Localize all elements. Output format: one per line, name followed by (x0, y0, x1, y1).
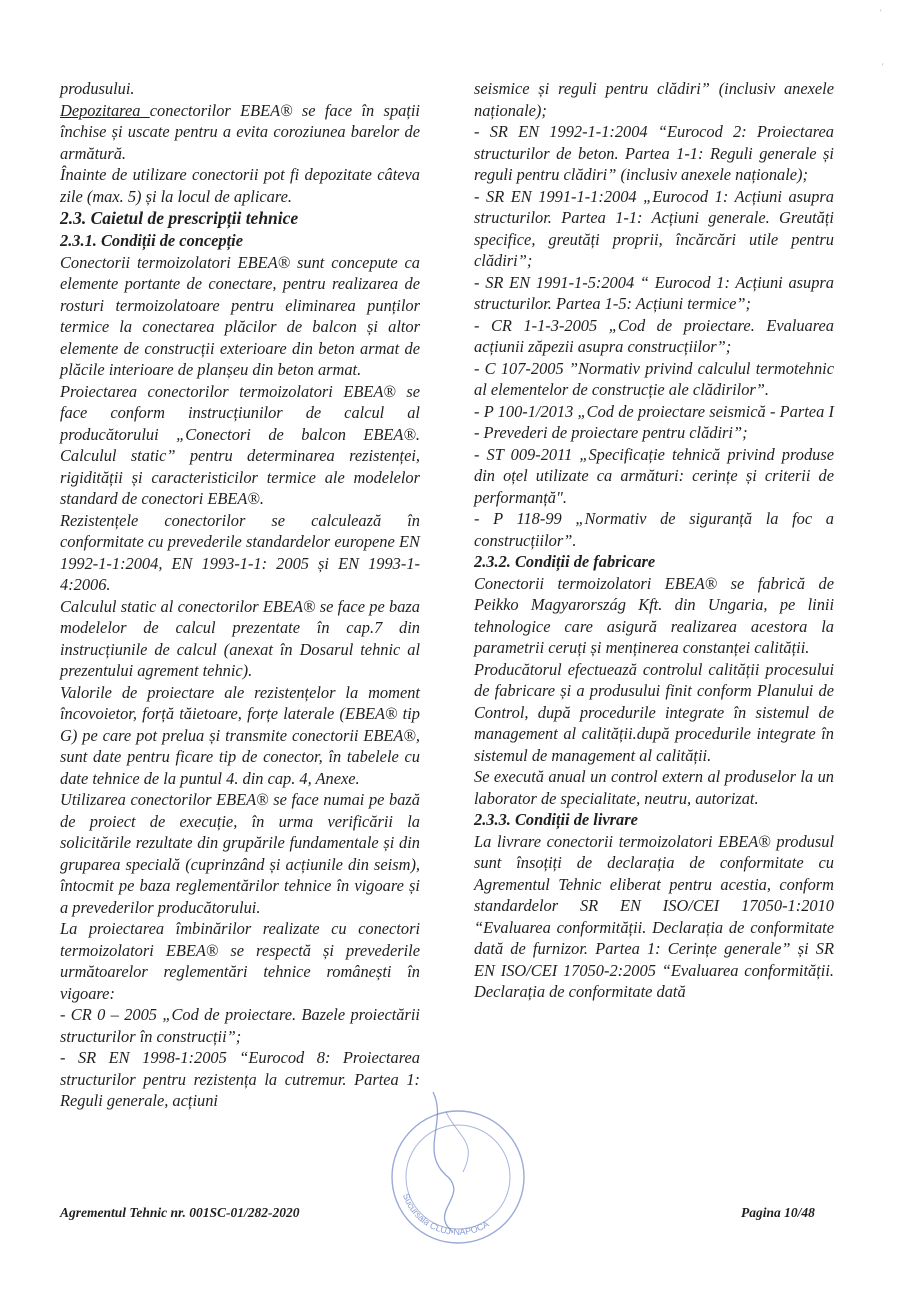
paragraph: Valorile de proiectare ale rezistențelor la moment încovoietor, forță tăietoare, forțe laterale (EBEA® tip G) pe care pot prelua și transmite conectorii EBEA®, sunt date pentru ficare tip de conector, în tabelele cu date tehnice de la puntul 4. din cap. 4, Anexe. (60, 682, 420, 788)
paragraph: Depozitarea conectorilor EBEA® se face în spații închise și uscate pentru a evita coroziunea barelor de armătură. (60, 100, 420, 163)
list-item: - SR EN 1991-1-1:2004 „Eurocod 1: Acțiuni asupra structurilor. Partea 1-1: Acțiuni generale. Greutăți specifice, greutăți proprii, încărcări utile pentru clădiri”; (474, 186, 834, 270)
official-stamp (388, 1082, 528, 1246)
underlined-word: Depozitarea (60, 100, 150, 120)
paragraph: Conectorii termoizolatori EBEA® se fabrică de Peikko Magyarország Kft. din Ungaria, pe linii tehnologice care asigură realizarea acestora la parametrii ceruți și menținerea constanței calității. (474, 573, 834, 657)
scan-mark: ′ (882, 62, 884, 71)
scan-mark: ′ (880, 8, 882, 17)
stamp-text: Sucursala CLUJ-NAPOCA (400, 1192, 491, 1238)
paragraph: Proiectarea conectorilor termoizolatori EBEA® se face conform instrucțiunilor de calcul al producătorului „Conectori de balcon EBEA®. Calculul static” pentru determinarea rezistenței, rigidității și caracteristicilor termice ale modelelor standard de conectori EBEA®. (60, 381, 420, 508)
paragraph: Înainte de utilizare conectorii pot fi depozitate câteva zile (max. 5) și la locul de aplicare. (60, 165, 420, 206)
list-item: seismice și reguli pentru clădiri” (inclusiv anexele naționale); (474, 79, 834, 120)
paragraph: Calculul static al conectorilor EBEA® se face pe baza modelelor de calcul prezentate în cap.7 din instrucțiunile de calcul (anexat în Dosarul tehnic al prezentului agrement tehnic). (60, 596, 420, 680)
paragraph: La proiectarea îmbinărilor realizate cu conectori termoizolatori EBEA® se respectă și prevederile următoarelor reglementări tehnice românești în vigoare: (60, 919, 420, 1003)
list-item: - CR 0 – 2005 „Cod de proiectare. Bazele proiectării structurilor în construcții”; (60, 1005, 420, 1046)
paragraph: Utilizarea conectorilor EBEA® se face numai pe bază de proiect de execuție, în urma verificării la solicitările rezultate din grupările fundamentale și din gruparea specială (cuprinzând și acțiunile din seism), întocmit pe baza reglementărilor tehnice în vigoare și a prevederilor producătorului. (60, 790, 420, 917)
list-item: - ST 009-2011 „Specificație tehnică privind produse din oțel utilizate ca armături: cerințe și criterii de performanță". (474, 444, 834, 507)
footer-document-id: Agrementul Tehnic nr. 001SC-01/282-2020 (60, 1205, 300, 1220)
paragraph: La livrare conectorii termoizolatori EBEA® produsul sunt însoțiți de declarația de conformitate cu Agrementul Tehnic eliberat pentru acestia, conform standardelor SR EN ISO/CEI 17050-1:2010 “Evaluarea conformității. Declarația de conformitate dată de furnizor. Partea 1: Cerințe generale” și SR EN ISO/CEI 17050-2:2005 “Evaluarea conformității. Declarația de conformitate dată (474, 831, 834, 1001)
subsection-heading: 2.3.1. Condiții de concepție (60, 231, 244, 250)
paragraph: Producătorul efectuează controlul calității procesului de fabricare și a produsului finit conform Planului de Control, după procedurile integrate în sistemul de management al calității.după procedurile integrate în sistemul de management al calității. (474, 659, 834, 765)
paragraph: Conectorii termoizolatori EBEA® sunt concepute ca elemente portante de conectare, pentru realizarea de rosturi termoizolatoare pentru eliminarea punților termice la conectarea plăcilor de balcon și altor elemente de construcții exterioare din beton armat de plăcile interioare de planșeu din beton armat. (60, 252, 420, 379)
paragraph: Rezistențele conectorilor se calculează în conformitate cu prevederile standardelor europene EN 1992-1-1:2004, EN 1993-1-1: 2005 și EN 1993-1-4:2006. (60, 510, 420, 594)
subsection-heading: 2.3.3. Condiții de livrare (474, 810, 638, 829)
list-item: - C 107-2005 ”Normativ privind calculul termotehnic al elementelor de construcție ale clădirilor”. (474, 358, 834, 399)
section-heading: 2.3. Caietul de prescripții tehnice (60, 208, 299, 228)
page-number: Pagina 10/48 (741, 1205, 815, 1220)
list-item: - P 118-99 „Normativ de siguranță la foc a construcțiilor”. (474, 509, 834, 550)
left-column (60, 78, 420, 1112)
svg-text:Sucursala CLUJ-NAPOCA (401, 1192, 491, 1237)
list-item: - CR 1-1-3-2005 „Cod de proiectare. Evaluarea acțiunii zăpezii asupra construcțiilor”; (474, 315, 834, 356)
list-item: - SR EN 1998-1:2005 “Eurocod 8: Proiectarea structurilor pentru rezistența la cutremur. Partea 1: Reguli generale, acțiuni (60, 1048, 420, 1110)
paragraph: Se execută anual un control extern al produselor la un laborator de specialitate, neutru, autorizat. (474, 767, 834, 808)
subsection-heading: 2.3.2. Condiții de fabricare (474, 552, 656, 571)
list-item: - SR EN 1991-1-5:2004 “ Eurocod 1: Acțiuni asupra structurilor. Partea 1-5: Acțiuni termice”; (474, 272, 834, 313)
paragraph: produsului. (60, 79, 135, 98)
right-column (474, 78, 834, 1003)
list-item: - P 100-1/2013 „Cod de proiectare seismică - Partea I - Prevederi de proiectare pentru clădiri”; (474, 401, 834, 442)
list-item: - SR EN 1992-1-1:2004 “Eurocod 2: Proiectarea structurilor de beton. Partea 1-1: Reguli generale și reguli pentru clădiri” (inclusiv anexele naționale); (474, 122, 834, 184)
